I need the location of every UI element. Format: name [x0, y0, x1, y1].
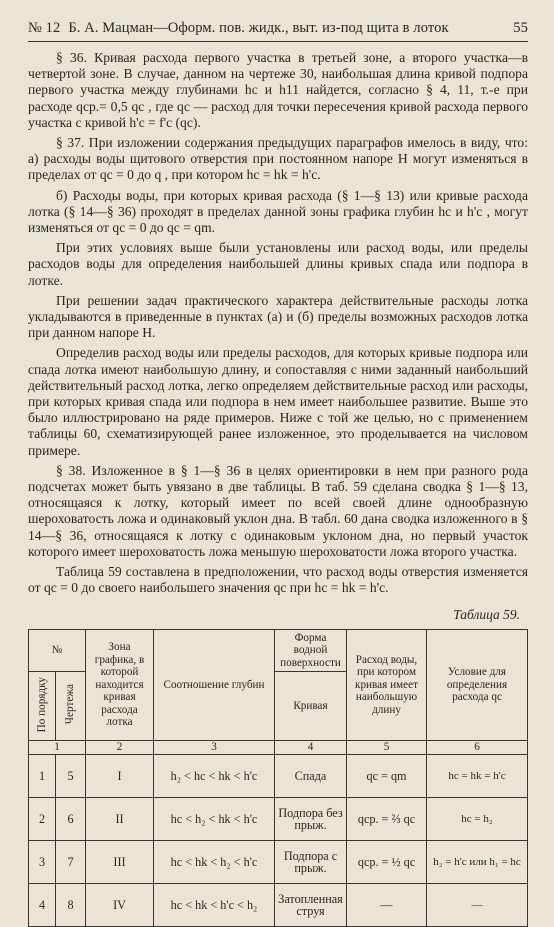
paragraph-37b: б) Расходы воды, при которых кривая расхода (§ 1—§ 13) или кривые расхода лотка (§ 14—§ 36) проходят в пределах данной зоны графика глубин hс и h'с , могут изменяться от qс = 0 до qс = qm.	[28, 188, 528, 237]
colnum-3: 3	[154, 741, 275, 755]
table-row	[29, 884, 528, 927]
row-drawing: 8	[56, 884, 86, 927]
header-curve: Кривая	[275, 672, 347, 741]
header-surface-form: Форма водной поверхности	[275, 629, 347, 672]
colnum-5: 5	[347, 741, 427, 755]
row-zone: I	[86, 755, 154, 798]
row-condition: hс = hk = h'с	[427, 755, 528, 798]
header-ratio: Соотношение глубин	[154, 629, 275, 741]
row-zone: II	[86, 798, 154, 841]
table-row	[29, 798, 528, 841]
header-no-group: №	[29, 629, 86, 672]
paragraph-36: § 36. Кривая расхода первого участка в третьей зоне, а второго участка—в четвертой зоне. В случае, данном на чертеже 30, наибольшая длина кривой подпора первого участка между глубинами hс и h11 найдется, согласно § 4, 11, т.-е при расходе qср.= 0,5 qс , где qс — расход для точки пересечения кривой расхода первого участка с кривой h'с = f'с (qс).	[28, 50, 528, 131]
colnum-4: 4	[275, 741, 347, 755]
row-ratio: hс < hk < h₂ < h'с	[154, 841, 275, 884]
row-order: 2	[29, 798, 56, 841]
paragraph-determination: Определив расход воды или пределы расходов, для которых кривые подпора или спада лотка имеют наибольшую длину, и сопоставляя с ними заданный наибольший действительный расход лотка, легко определяем действительные расход или расходы, при которых кривая спада или подпора в нем имеет наибольшее развитие. Выше это было иллюстрировано на ряде примеров. Ниже с той же целью, но с применением таблицы 60, схематизирующей ранее изложенное, это проделывается на числовом примере.	[28, 345, 528, 458]
paragraph-37: § 37. При изложении содержания предыдущих параграфов имелось в виду, что: а) расходы воды щитового отверстия при постоянном напоре H могут изменяться в пределах от qс = 0 до q , при котором hс = hk = h'с.	[28, 135, 528, 184]
header-zone: Зона графика, в которой находится кривая расхода лотка	[86, 629, 154, 741]
row-discharge: qср. = ⅔ qс	[347, 798, 427, 841]
row-discharge: qс = qm	[347, 755, 427, 798]
row-curve: Подпора без прыж.	[275, 798, 347, 841]
issue-number: № 12	[28, 20, 60, 37]
paragraph-conditions: При этих условиях выше были установлены или расход воды, или пределы расходов воды для определения наибольшей длины кривых спада или подпора в лотке.	[28, 240, 528, 289]
row-condition: —	[427, 884, 528, 927]
paragraph-38: § 38. Изложенное в § 1—§ 36 в целях ориентировки в нем при разного рода подсчетах может быть увязано в две таблицы. В таб. 59 сделана сводка § 1—§ 13, относящаяся к лотку, который имеет по всей своей длине однообразную шероховатость ложа и одинаковый уклон дна. В табл. 60 дана сводка изложенного в § 14—§ 36, относящаяся к лотку с одинаковым уклоном дна, но первый участок которого имеет шероховатость ложа меньшую шероховатости ложа второго участка.	[28, 463, 528, 560]
row-curve: Затопленная струя	[275, 884, 347, 927]
row-curve: Спада	[275, 755, 347, 798]
row-drawing: 6	[56, 798, 86, 841]
row-condition: hс = h₂	[427, 798, 528, 841]
table-row	[29, 841, 528, 884]
colnum-2: 2	[86, 741, 154, 755]
row-drawing: 5	[56, 755, 86, 798]
colnum-6: 6	[427, 741, 528, 755]
table-59	[28, 629, 528, 927]
row-discharge: qср. = ½ qс	[347, 841, 427, 884]
running-header	[28, 0, 528, 42]
header-discharge: Расход воды, при котором кривая имеет наибольшую длину	[347, 629, 427, 741]
row-discharge: —	[347, 884, 427, 927]
row-ratio: h₂ < hс < hk < h'с	[154, 755, 275, 798]
row-zone: III	[86, 841, 154, 884]
table-caption: Таблица 59.	[28, 607, 520, 623]
row-order: 1	[29, 755, 56, 798]
paragraph-table59-intro: Таблица 59 составлена в предположении, что расход воды отверстия изменяется от qс = 0 до своего наибольшего значения qс при hс = hk = h'с.	[28, 564, 528, 596]
page-number: 55	[513, 20, 528, 37]
paragraph-practical: При решении задач практического характера действительные расходы лотка укладываются в приведенные в пунктах (а) и (б) пределы возможных расходов лотка при данном напоре H.	[28, 293, 528, 342]
row-zone: IV	[86, 884, 154, 927]
running-title: Б. А. Мацман—Оформ. пов. жидк., выт. из-под щита в лоток	[68, 20, 448, 37]
row-ratio: hс < h₂ < hk < h'с	[154, 798, 275, 841]
row-condition: h₂ = h'с или h₁ = hс	[427, 841, 528, 884]
row-order: 3	[29, 841, 56, 884]
header-no-order: По порядку	[36, 677, 49, 732]
table-row	[29, 755, 528, 798]
body-text	[28, 50, 528, 597]
row-drawing: 7	[56, 841, 86, 884]
row-order: 4	[29, 884, 56, 927]
header-no-drawing: Чертежа	[64, 684, 77, 724]
row-ratio: hс < hk < h'с < h₂	[154, 884, 275, 927]
row-curve: Подпора с прыж.	[275, 841, 347, 884]
colnum-1: 1	[29, 741, 86, 755]
header-condition: Условие для определения расхода qс	[427, 629, 528, 741]
